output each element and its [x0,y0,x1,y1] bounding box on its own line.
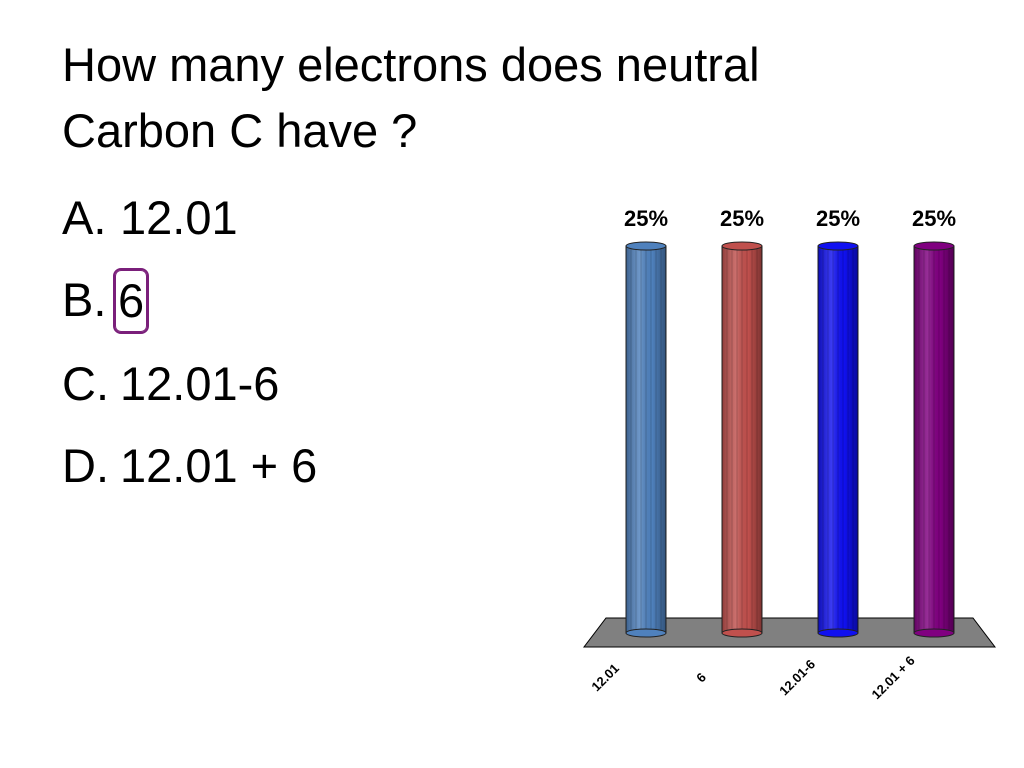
question-title [62,32,882,164]
answer-text: 12.01 [120,191,238,244]
bar-4 [914,242,954,637]
response-bar-chart [560,190,1010,730]
answer-option-b[interactable] [62,270,482,330]
category-label: 12.01 [588,660,622,695]
data-label: 25% [911,206,957,231]
bar-top-cap [722,242,762,250]
answer-option-d[interactable] [62,436,482,496]
answer-letter: A. [62,191,107,244]
answer-text: 12.01 + 6 [120,439,318,492]
bar-bottom-cap [914,629,954,637]
category-label: 12.01-6 [776,656,819,699]
question-line-2: Carbon C have ? [62,104,418,157]
answer-option-a[interactable] [62,188,482,248]
bar-3 [818,242,858,637]
answer-letter: D. [62,439,109,492]
data-label: 25% [815,206,861,231]
answer-option-c[interactable] [62,354,482,414]
bar-2 [722,242,762,637]
bar-bottom-cap [818,629,858,637]
bar-1 [626,242,666,637]
answer-letter: C. [62,357,109,410]
category-label: 6 [693,669,710,686]
bar-bottom-cap [626,629,666,637]
bar-top-cap [626,242,666,250]
answer-text: 12.01-6 [120,357,280,410]
category-label: 12.01 + 6 [868,652,918,703]
bar-top-cap [914,242,954,250]
question-line-1: How many electrons does neutral [62,38,760,91]
answer-letter: B. [62,273,107,326]
data-label: 25% [719,206,765,231]
answer-text-highlighted: 6 [115,270,147,332]
data-label: 25% [623,206,669,231]
bar-bottom-cap [722,629,762,637]
bar-top-cap [818,242,858,250]
